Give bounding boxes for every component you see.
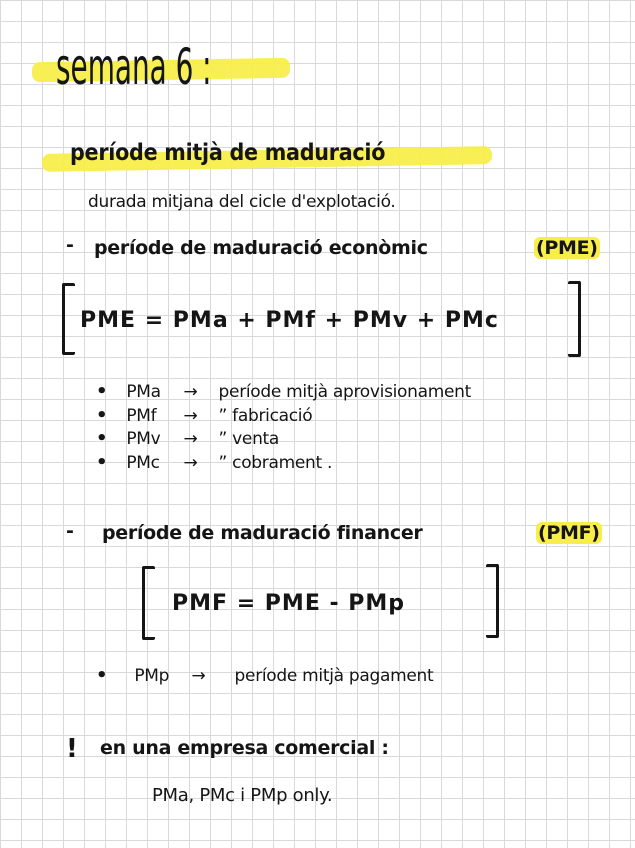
pme-formula: PME = PMa + PMf + PMv + PMc [80, 308, 499, 333]
bullet: • [96, 665, 108, 686]
pme-bracket-left [62, 283, 75, 355]
item-abbr: PMf [126, 406, 157, 426]
bullet: • [96, 405, 108, 426]
pmf-bracket-left [142, 566, 155, 640]
arrow-icon: → [183, 429, 198, 449]
pmf-abbrev-highlight: (PMF) [538, 522, 600, 544]
pme-dash: - [66, 234, 74, 256]
item-abbr: PMa [126, 382, 161, 402]
pme-abbrev [534, 237, 600, 259]
list-item [96, 405, 312, 426]
pmf-formula: PMF = PME - PMp [172, 591, 406, 616]
item-text: període mitjà pagament [234, 666, 434, 686]
arrow-icon: → [183, 453, 198, 473]
item-text: període mitjà aprovisionament [218, 382, 471, 402]
item-text: ” venta [218, 429, 280, 449]
arrow-icon: → [183, 382, 198, 402]
list-item [96, 381, 471, 402]
pmf-bracket-right [486, 564, 499, 638]
page-title: semana 6 : [56, 38, 212, 96]
list-item [96, 428, 279, 449]
exclamation-icon: ! [66, 734, 78, 764]
pmf-dash: - [66, 520, 74, 542]
section-definition: durada mitjana del cicle d'explotació. [88, 192, 396, 212]
pme-bracket-right [568, 281, 581, 357]
arrow-icon: → [191, 666, 206, 686]
pme-heading: període de maduració econòmic [94, 237, 428, 259]
bullet: • [96, 428, 108, 449]
note-detail: PMa, PMc i PMp only. [152, 785, 333, 806]
item-text: ” fabricació [218, 406, 313, 426]
pmf-abbrev [536, 522, 602, 544]
bullet: • [96, 381, 108, 402]
bullet: • [96, 452, 108, 473]
list-item [96, 452, 332, 473]
item-abbr: PMv [126, 429, 161, 449]
arrow-icon: → [183, 406, 198, 426]
section-heading: període mitjà de maduració [70, 140, 386, 166]
item-text: ” cobrament . [218, 453, 333, 473]
item-abbr: PMc [126, 453, 160, 473]
note-text: en una empresa comercial : [100, 737, 389, 759]
pme-abbrev-highlight: (PME) [536, 237, 598, 259]
list-item [96, 665, 433, 686]
pmf-heading: període de maduració financer [102, 522, 423, 544]
item-abbr: PMp [134, 666, 170, 686]
